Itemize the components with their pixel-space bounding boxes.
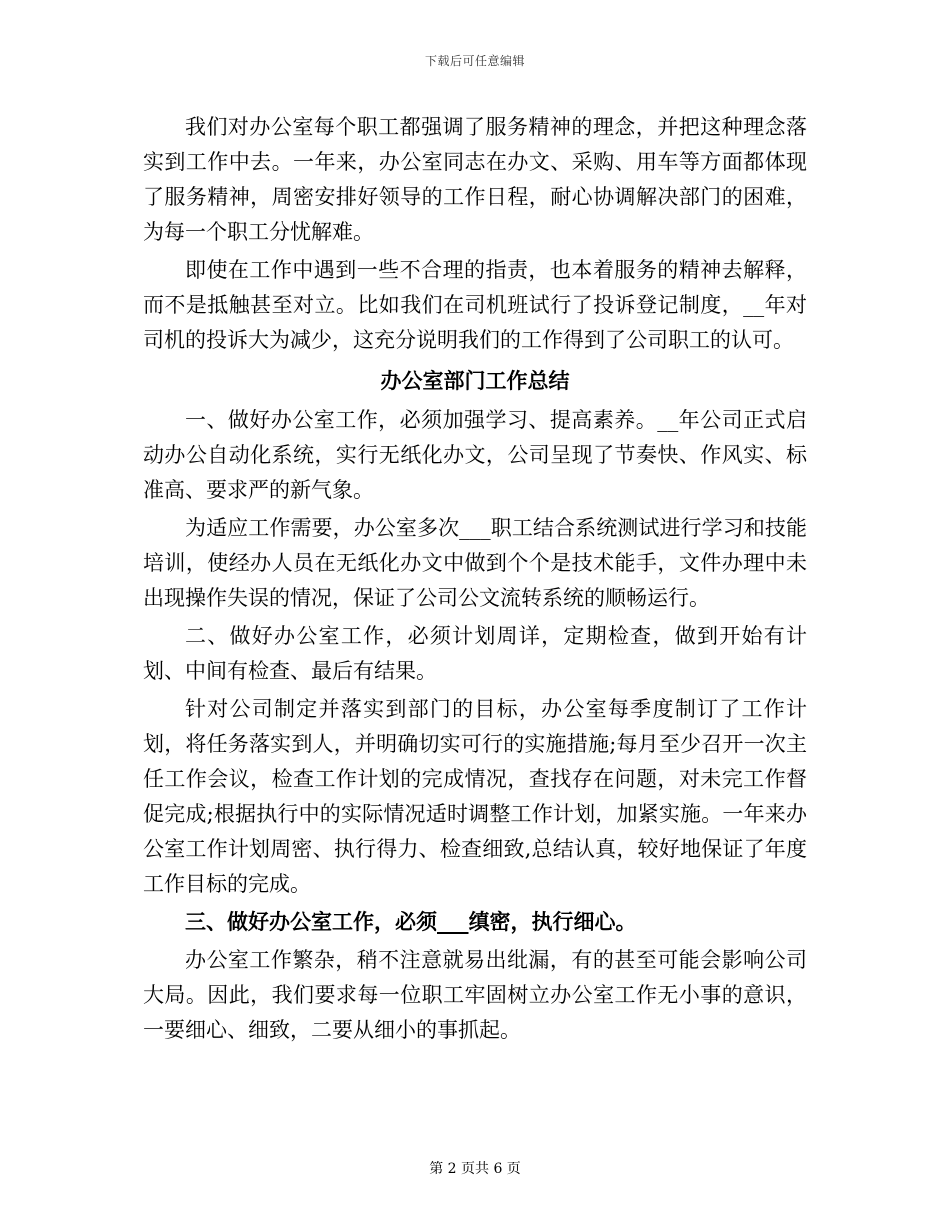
document-body: [143, 110, 807, 1048]
body-paragraph: 办公室工作繁杂，稍不注意就易出纰漏，有的甚至可能会影响公司大局。因此，我们要求每一位职工牢固树立办公室工作无小事的意识，一要细心、细致，二要从细小的事抓起。: [143, 948, 807, 1042]
subsection-heading: 三、做好办公室工作，必须___缜密，执行细心。: [185, 910, 637, 934]
body-paragraph: 针对公司制定并落实到部门的目标，办公室每季度制订了工作计划，将任务落实到人，并明确切实可行的实施措施;每月至少召开一次主任工作会议，检查工作计划的完成情况，查找存在问题，对未完工作督促完成;根据执行中的实际情况适时调整工作计划，加紧实施。一年来办公室工作计划周密、执行得力、检查细致,总结认真，较好地保证了年度工作目标的完成。: [143, 697, 807, 896]
section-title: 办公室部门工作总结: [380, 369, 570, 393]
body-paragraph: 为适应工作需要，办公室多次___职工结合系统测试进行学习和技能培训，使经办人员在无纸化办文中做到个个是技术能手，文件办理中未出现操作失误的情况，保证了公司公文流转系统的顺畅运行。: [143, 516, 807, 610]
page-footer: 第 2 页共 6 页: [429, 1161, 521, 1177]
page-header: 下载后可任意编辑: [424, 54, 525, 68]
body-paragraph: 二、做好办公室工作，必须计划周详，定期检查，做到开始有计划、中间有检查、最后有结果。: [143, 624, 807, 683]
body-paragraph: 即使在工作中遇到一些不合理的指责，也本着服务的精神去解释，而不是抵触甚至对立。比如我们在司机班试行了投诉登记制度，__年对司机的投诉大为减少，这充分说明我们的工作得到了公司职工的认可。: [143, 258, 807, 352]
body-paragraph: 我们对办公室每个职工都强调了服务精神的理念，并把这种理念落实到工作中去。一年来，办公室同志在办文、采购、用车等方面都体现了服务精神，周密安排好领导的工作日程，耐心协调解决部门的困难，为每一个职工分忧解难。: [143, 115, 807, 244]
body-paragraph: 一、做好办公室工作，必须加强学习、提高素养。__年公司正式启动办公自动化系统，实行无纸化办文，公司呈现了节奏快、作风实、标准高、要求严的新气象。: [143, 408, 807, 502]
